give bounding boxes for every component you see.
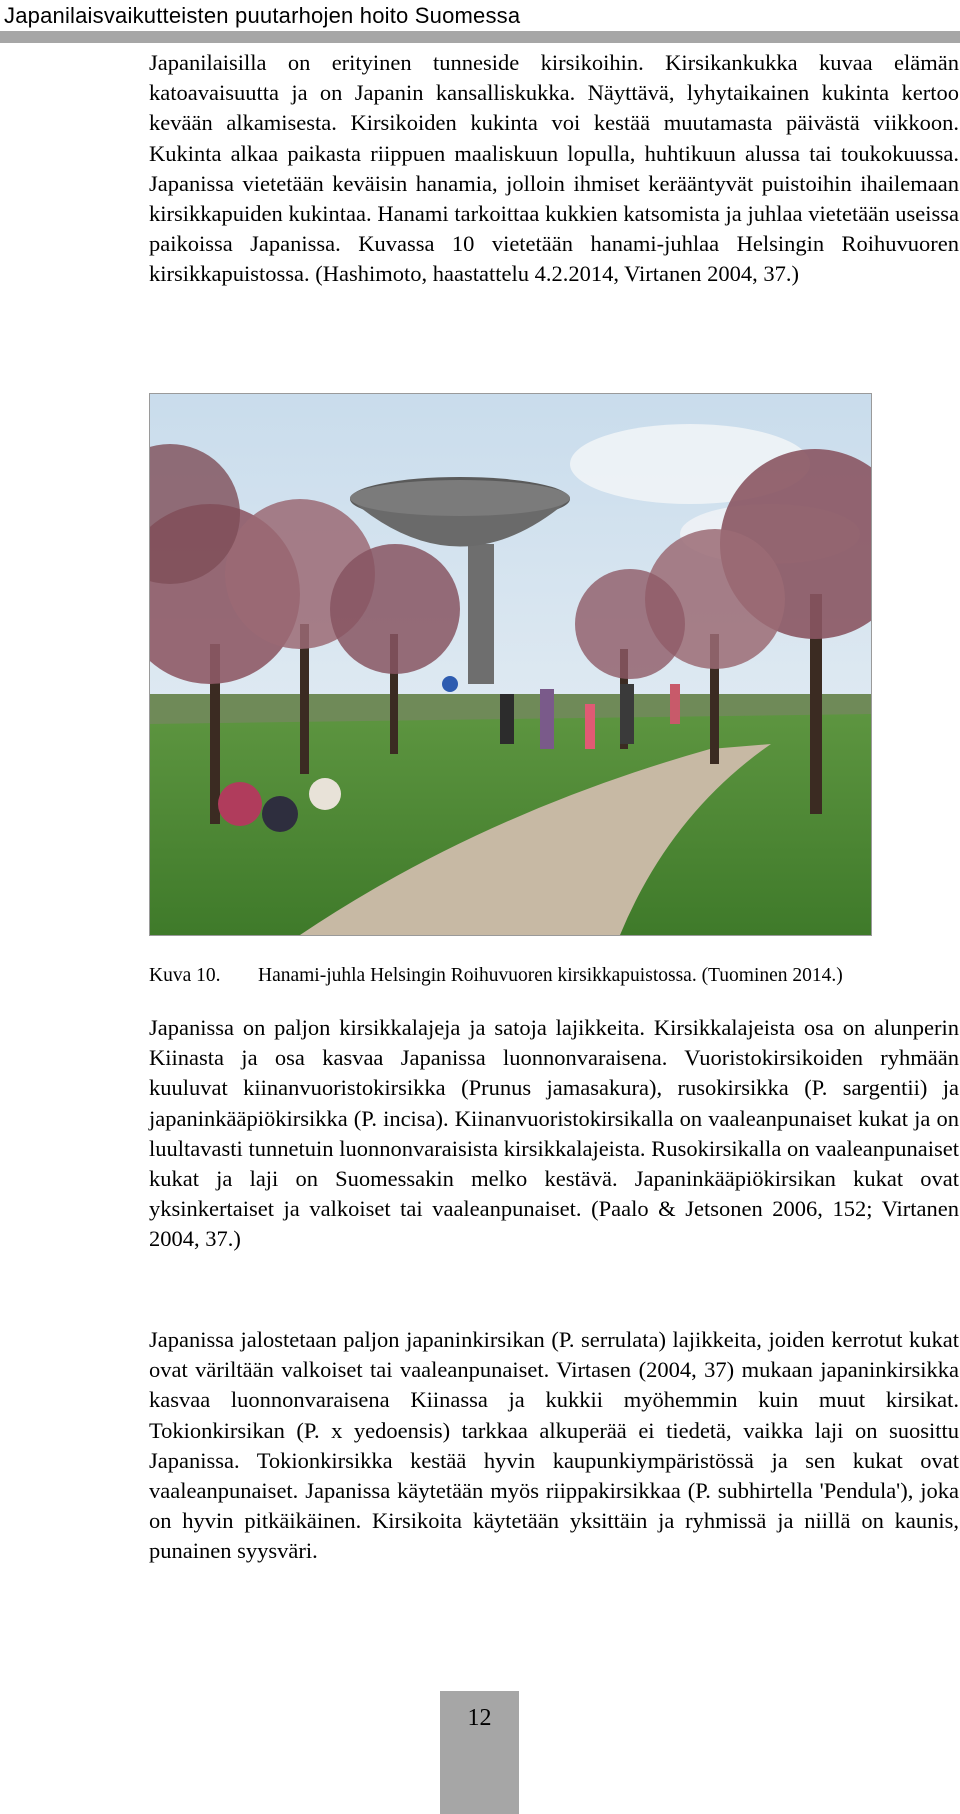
figure-photo	[149, 393, 872, 936]
page-number: 12	[467, 1705, 492, 1731]
paragraph-intro: Japanilaisilla on erityinen tunneside kirsikoihin. Kirsikankukka kuvaa elämän katoavaisuutta ja on Japanin kansalliskukka. Näyttävä, lyhytaikainen kukinta kertoo kevään alkamisesta. Kirsikoiden kukinta voi kestää muutamasta päivästä viikkoon. Kukinta alkaa paikasta riippuen maaliskuun lopulla, huhtikuun alussa tai toukokuussa. Japanissa vietetään keväisin hanamia, jolloin ihmiset kerääntyvät puistoihin ihailemaan kirsikkapuiden kukintaa. Hanami tarkoittaa kukkien katsomista ja juhlaa vietetään useissa paikoissa Japanissa. Kuvassa 10 vietetään hanami-juhlaa Helsingin Roihuvuoren kirsikkapuistossa. (Hashimoto, haastattelu 4.2.2014, Virtanen 2004, 37.)	[149, 50, 959, 287]
figure-caption: Hanami-juhla Helsingin Roihuvuoren kirsikkapuistossa. (Tuominen 2014.)	[258, 965, 843, 986]
paragraph-cherry-species: Japanissa on paljon kirsikkalajeja ja satoja lajikkeita. Kirsikkalajeista osa on alunperin Kiinasta ja osa kasvaa Japanissa luonnonvaraisena. Vuoristokirsikoiden ryhmään kuuluvat kiinanvuoristokirsikka (Prunus jamasakura), rusokirsikka (P. sargentii) ja japaninkääpiökirsikka (P. incisa). Kiinanvuoristokirsikalla on vaaleanpunaiset kukat ja on luultavasti tunnetuin luonnonvaraisista kirsikkalajeista. Rusokirsikalla on vaaleanpunaiset kukat ja laji on Suomessakin melko kestävä. Japaninkääpiökirsikan kukat ovat yksinkertaiset ja valkoiset tai vaaleanpunaiset. (Paalo & Jetsonen 2006, 152; Virtanen 2004, 37.)	[149, 1015, 959, 1252]
header-rule	[0, 31, 960, 43]
running-header: Japanilaisvaikutteisten puutarhojen hoito Suomessa	[4, 3, 521, 28]
paragraph-japanese-cherry: Japanissa jalostetaan paljon japaninkirsikan (P. serrulata) lajikkeita, joiden kerrotut kukat ovat väriltään valkoiset tai vaaleanpunaiset. Virtasen (2004, 37) mukaan japaninkirsikka kasvaa luonnonvaraisena Kiinassa ja kukkii myöhemmin kuin muut kirsikat. Tokionkirsikan (P. x yedoensis) tarkkaa alkuperää ei tiedetä, vaikka laji on suosittu Japanissa. Tokionkirsikka kestää hyvin kaupunkiympäristössä ja sen kukat ovat vaaleanpunaiset. Japanissa käytetään myös riippakirsikkaa (P. subhirtella 'Pendula'), joka on hyvin pitkäikäinen. Kirsikoita käytetään yksittäin ja ryhmissä ja niillä on kaunis, punainen syysväri.	[149, 1327, 959, 1564]
figure-label: Kuva 10.	[149, 965, 221, 986]
hanami-park-illustration	[150, 394, 871, 935]
page-number-box	[440, 1691, 519, 1814]
